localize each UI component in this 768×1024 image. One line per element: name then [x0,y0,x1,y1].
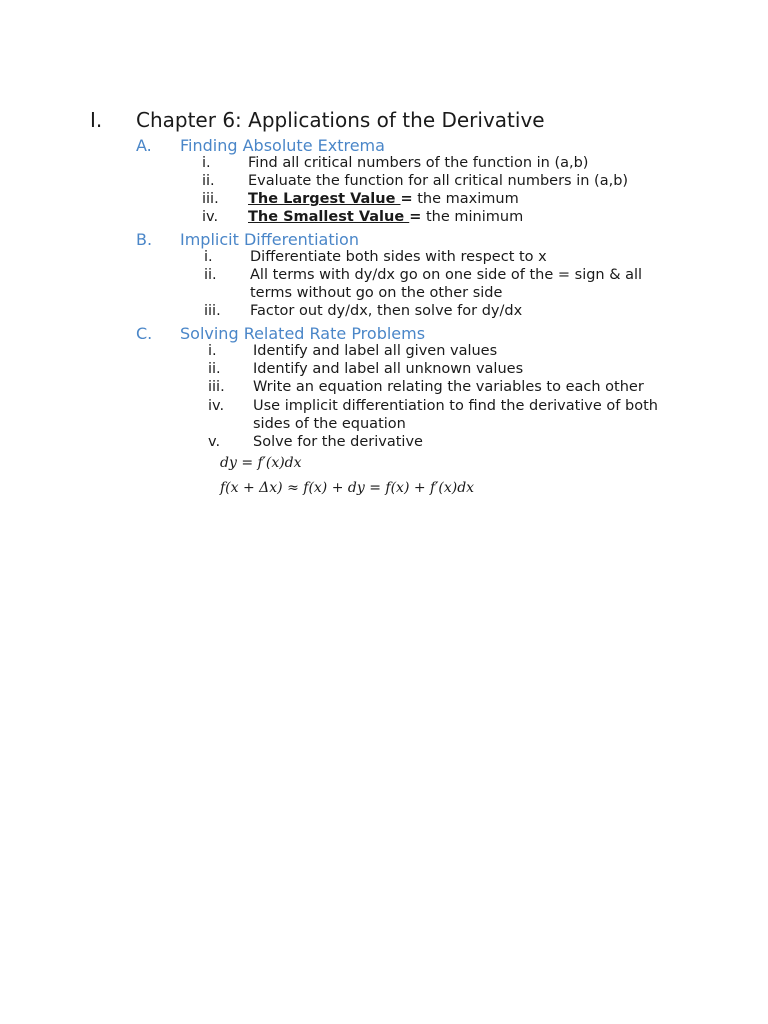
section-a-item-1-text: Find all critical numbers of the function in (a,b) [248,155,589,171]
section-c-item-1-num: i. [208,343,217,359]
section-c-item-3-text: Write an equation relating the variables to each other [253,379,644,395]
section-b-item-2-num: ii. [204,267,217,283]
section-b-letter: B. [136,230,153,249]
section-b-item-3-num: iii. [204,303,221,319]
section-b-item-2-text: All terms with dy/dx go on one side of the = sign & all [250,267,643,283]
section-a-title: Finding Absolute Extrema [180,136,385,155]
section-b-item-1-text: Differentiate both sides with respect to x [250,249,547,265]
section-a-item-3-num: iii. [202,191,219,207]
section-c-item-4-text: Use implicit differentiation to find the derivative of both [253,398,658,414]
section-c-item-5-num: v. [208,434,221,450]
equals-sign: = [400,191,413,207]
section-b-item-2-text-cont: terms without go on the other side [250,285,503,301]
section-a-letter: A. [136,136,152,155]
section-c-item-2-text: Identify and label all unknown values [253,361,524,377]
section-c-item-2-num: ii. [208,361,221,377]
section-c-item-4-text-cont: sides of the equation [253,416,406,432]
largest-value-label: The Largest Value [248,191,401,207]
section-b-title: Implicit Differentiation [180,230,359,249]
section-a-item-2-num: ii. [202,173,215,189]
chapter-number: I. [90,108,103,132]
section-c-item-1-text: Identify and label all given values [253,343,498,359]
section-a-item-4-num: iv. [202,209,219,225]
smallest-value-label: The Smallest Value [248,209,410,225]
section-b-item-3-text: Factor out dy/dx, then solve for dy/dx [250,303,523,319]
section-a-item-3-text [248,191,519,207]
chapter-title: Chapter 6: Applications of the Derivative [136,108,545,132]
section-a-item-2-text: Evaluate the function for all critical numbers in (a,b) [248,173,629,189]
differential-formula: dy = f′(x)dx [220,455,302,471]
section-a-item-1-num: i. [202,155,211,171]
section-a-item-4-text [248,209,523,225]
maximum-text: the maximum [412,191,519,207]
linear-approximation-formula: f(x + Δx) ≈ f(x) + dy = f(x) + f′(x)dx [220,480,475,496]
section-c-title: Solving Related Rate Problems [180,324,426,343]
minimum-text: the minimum [421,209,524,225]
section-b-item-1-num: i. [204,249,213,265]
section-c-item-5-text: Solve for the derivative [253,434,423,450]
section-c-letter: C. [136,324,153,343]
section-c-item-4-num: iv. [208,398,225,414]
equals-sign: = [409,209,422,225]
section-c-item-3-num: iii. [208,379,225,395]
